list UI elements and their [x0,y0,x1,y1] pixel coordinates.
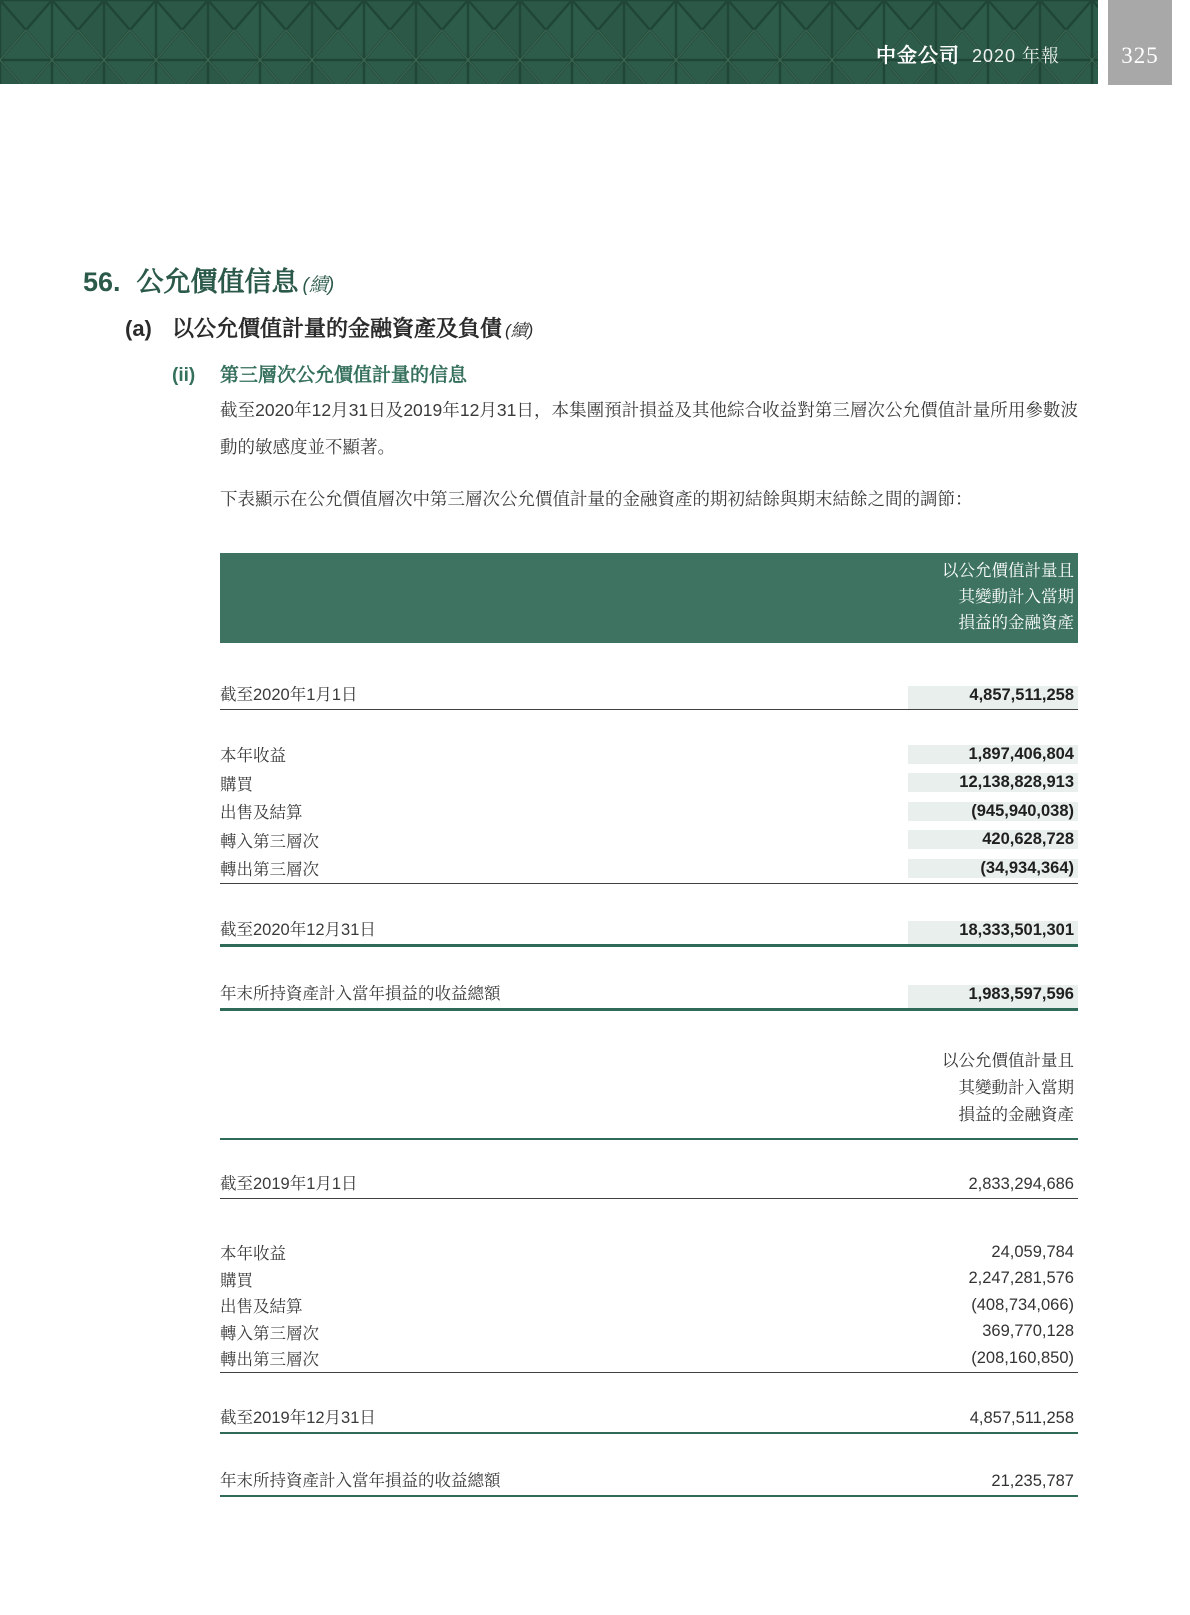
table-row-gains [220,1239,1078,1266]
row-label: 本年收益 [220,1245,286,1264]
column-header-line: 以公允價值計量且 [942,562,1074,580]
header-banner [0,0,1098,84]
row-label: 轉出第三層次 [220,861,319,880]
table-row-transfers-out [220,1345,1078,1372]
column-header-line: 以公允價值計量且 [942,1052,1074,1070]
subsection-ii-label: (ii) [172,365,196,386]
page-number-badge [1108,0,1172,85]
paragraph-table-intro: 下表顯示在公允價值層次中第三層次公允價值計量的金融資產的期初結餘與期末結餘之間的調節： [220,489,973,509]
column-header-line: 其變動計入當期 [958,588,1074,606]
row-value: 369,770,128 [982,1322,1074,1341]
row-label: 本年收益 [220,747,286,766]
section-title: 公允價值信息 [136,267,299,297]
spacer-row [220,884,1078,916]
table-2019 [220,1014,1078,1497]
row-value: 1,983,597,596 [908,985,1078,1008]
table-row-total-gains [220,1466,1078,1497]
section-heading [83,260,334,299]
row-label: 截至2020年12月31日 [220,920,376,939]
row-label: 截至2019年1月1日 [220,1175,358,1193]
column-header-line: 損益的金融資產 [958,1106,1074,1124]
column-header-line: 其變動計入當期 [958,1079,1074,1097]
row-value: 1,897,406,804 [908,745,1078,764]
table-row-opening [220,1168,1078,1199]
subsection-ii-heading [172,360,467,387]
table-row-closing [220,916,1078,947]
row-label: 年末所持資產計入當年損益的收益總額 [220,984,501,1003]
row-value: 18,333,501,301 [908,921,1078,944]
spacer-row [220,643,1078,679]
row-value: 21,235,787 [991,1471,1074,1490]
row-value: 2,247,281,576 [968,1269,1074,1288]
table-row-transfers-in [220,1319,1078,1346]
row-label: 截至2019年12月31日 [220,1408,376,1427]
subsection-a-title: 以公允價值計量的金融資產及負債 [172,316,503,341]
row-label: 轉入第三層次 [220,832,319,851]
table-row-closing [220,1403,1078,1434]
row-label: 轉入第三層次 [220,1324,319,1343]
row-label: 出售及結算 [220,804,303,823]
table-row-purchases [220,769,1078,798]
row-value: (208,160,850) [971,1348,1074,1367]
table-row-gains [220,740,1078,769]
row-value: 4,857,511,258 [969,1408,1074,1427]
spacer-row [220,947,1078,980]
table-row-total-gains [220,980,1078,1011]
company-name: 中金公司 [875,45,960,67]
table-row-disposals [220,797,1078,826]
spacer-row [220,1373,1078,1403]
row-label: 截至2020年1月1日 [220,686,358,704]
row-value: 12,138,828,913 [908,773,1078,792]
section-number: 56. [83,267,121,297]
report-year: 2020 年報 [971,46,1060,66]
spacer-row [220,1199,1078,1239]
table-2020-column-header [220,553,1078,643]
row-value: (945,940,038) [908,802,1078,821]
row-value: (408,734,066) [971,1295,1074,1314]
table-2020 [220,553,1078,1011]
subsection-a-continued: (續) [505,321,534,340]
spacer-row [220,1140,1078,1168]
row-value: (34,934,364) [908,859,1078,878]
table-row-transfers-in [220,826,1078,855]
page-number: 325 [1121,43,1159,68]
row-label: 購買 [220,1271,253,1290]
spacer-row [220,710,1078,740]
table-2020-detail-rows [220,740,1078,884]
subsection-a-label: (a) [125,316,152,341]
column-header-line: 損益的金融資產 [958,614,1074,632]
banner-title [0,0,1098,84]
table-row-opening [220,679,1078,710]
section-continued: (續) [302,275,335,296]
table-2019-detail-rows [220,1239,1078,1373]
row-label: 轉出第三層次 [220,1351,319,1370]
table-row-purchases [220,1266,1078,1293]
row-value: 4,857,511,258 [908,686,1078,709]
subsection-ii-title: 第三層次公允價值計量的信息 [220,365,468,386]
row-value: 24,059,784 [991,1242,1074,1261]
row-value: 2,833,294,686 [968,1175,1074,1193]
subsection-a-heading [125,312,533,343]
row-value: 420,628,728 [908,830,1078,849]
table-row-disposals [220,1292,1078,1319]
spacer-row [220,1434,1078,1466]
paragraph-sensitivity: 截至2020年12月31日及2019年12月31日，本集團預計損益及其他綜合收益對第三層次公允價值計量所用參數波動的敏感度並不顯著。 [220,400,1078,457]
table-2019-column-header [220,1048,1078,1140]
row-label: 購買 [220,775,253,794]
row-label: 出售及結算 [220,1298,303,1317]
row-label: 年末所持資產計入當年損益的收益總額 [220,1471,501,1490]
table-row-transfers-out [220,854,1078,883]
